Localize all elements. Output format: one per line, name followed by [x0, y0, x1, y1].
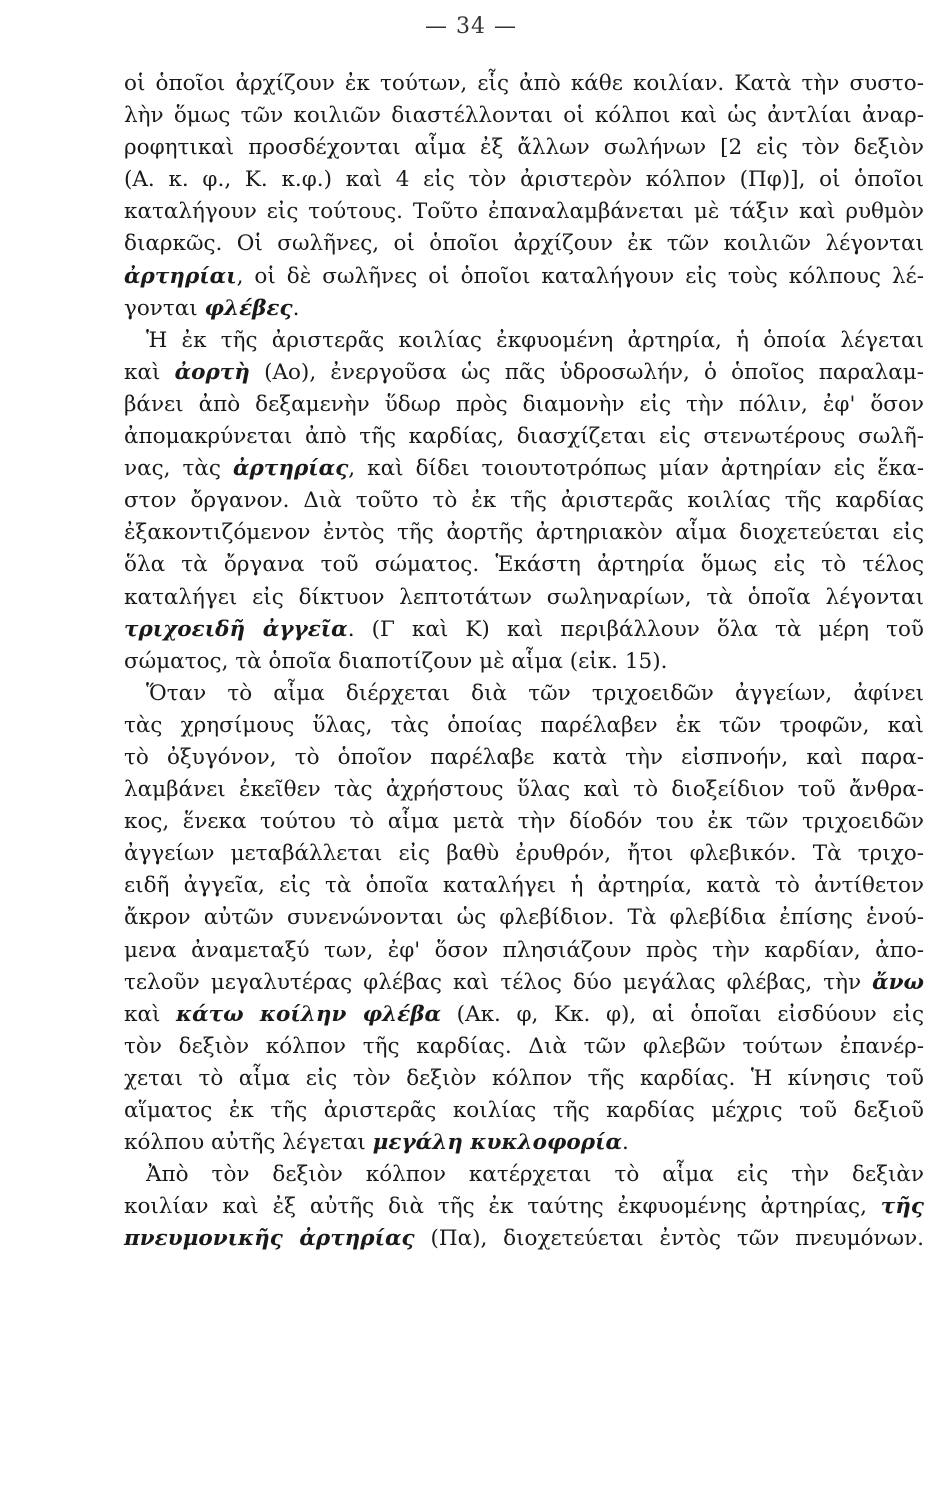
emphasized-term: μεγάλη κυκλοφορία	[372, 1130, 623, 1156]
text-line	[124, 967, 924, 999]
text-segment: καὶ	[124, 359, 175, 385]
text-line	[124, 614, 924, 646]
emphasized-term: τριχοειδῆ ἀγγεῖα	[124, 616, 348, 642]
text-line	[124, 806, 924, 838]
text-line	[124, 164, 924, 196]
text-segment: τὸ ὀξυγόνον, τὸ ὁποῖον παρέλαβε κατὰ τὴν εἰσπνοήν, καὶ παρα-	[124, 744, 924, 770]
text-line	[124, 902, 924, 934]
text-line	[124, 293, 924, 325]
text-line	[124, 870, 924, 902]
text-segment: .	[622, 1130, 629, 1156]
emphasized-term: ἀορτὴ	[174, 359, 250, 385]
text-segment: σώματος, τὰ ὁποῖα διαποτίζουν μὲ αἷμα (εἰκ. 15).	[124, 648, 668, 674]
text-line	[124, 549, 924, 581]
text-segment: χεται τὸ αἷμα εἰς τὸν δεξιὸν κόλπον τῆς καρδίας. Ἡ κίνησις τοῦ	[124, 1065, 924, 1091]
emphasized-term: πνευμονικῆς ἀρτηρίας	[124, 1226, 415, 1252]
text-line	[124, 132, 924, 164]
text-segment: (Α. κ. φ., Κ. κ.φ.) καὶ 4 εἰς τὸν ἀριστερὸν κόλπον (Πφ)], οἱ ὁποῖοι	[124, 167, 924, 193]
text-line	[124, 421, 924, 453]
text-segment: τελοῦν μεγαλυτέρας φλέβας καὶ τέλος δύο μεγάλας φλέβας, τὴν	[124, 969, 873, 995]
text-segment: Ἡ ἐκ τῆς ἀριστερᾶς κοιλίας ἐκφυομένη ἀρτηρία, ἡ ὁποία λέγεται	[146, 327, 924, 353]
text-segment: λὴν ὅμως τῶν κοιλιῶν διαστέλλονται οἱ κόλποι καὶ ὡς ἀντλίαι ἀναρ-	[124, 103, 924, 129]
text-segment: οἱ ὁποῖοι ἀρχίζουν ἐκ τούτων, εἷς ἀπὸ κάθε κοιλίαν. Κατὰ τὴν συστο-	[124, 71, 924, 96]
text-segment: ειδῆ ἀγγεῖα, εἰς τὰ ὁποῖα καταλήγει ἡ ἀρτηρία, κατὰ τὸ ἀντίθετον	[124, 873, 924, 899]
text-line	[124, 742, 924, 774]
text-line	[124, 1223, 924, 1255]
text-segment: καὶ	[124, 1001, 177, 1027]
emphasized-term: ἀρτηρίας	[233, 456, 349, 482]
text-segment: καταλήγει εἰς δίκτυον λεπτοτάτων σωληναρίων, τὰ ὁποῖα λέγονται	[124, 584, 924, 610]
text-line	[124, 838, 924, 870]
text-line	[124, 710, 924, 742]
text-segment: διαρκῶς. Οἱ σωλῆνες, οἱ ὁποῖοι ἀρχίζουν ἐκ τῶν κοιλιῶν λέγονται	[124, 231, 924, 257]
text-segment: . (Γ καὶ Κ) καὶ περιβάλλουν ὅλα τὰ μέρη τοῦ	[347, 616, 925, 642]
text-segment: νας, τὰς	[124, 456, 234, 482]
text-line	[124, 1031, 924, 1063]
text-segment: (Αο), ἐνεργοῦσα ὡς πᾶς ὑδροσωλήν, ὁ ὁποῖος παραλαμ-	[249, 359, 924, 385]
emphasized-term: φλέβες	[204, 295, 293, 321]
text-line	[124, 1127, 924, 1159]
text-segment: αἵματος ἐκ τῆς ἀριστερᾶς κοιλίας τῆς καρδίας μέχρις τοῦ δεξιοῦ	[124, 1098, 924, 1123]
text-segment: κοιλίαν καὶ ἐξ αὐτῆς διὰ τῆς ἐκ ταύτης ἐκφυομένης ἀρτηρίας,	[124, 1194, 881, 1220]
text-line	[124, 228, 924, 260]
text-segment: ἄκρον αὐτῶν συνενώνονται ὡς φλεβίδιον. Τὰ φλεβίδια ἐπίσης ἑνού-	[124, 905, 924, 931]
text-segment: (Ακ. φ, Κκ. φ), αἱ ὁποῖαι εἰσδύουν εἰς	[441, 1001, 924, 1027]
text-line	[124, 935, 924, 967]
text-line	[124, 1159, 924, 1191]
text-segment: κόλπου αὐτῆς λέγεται	[124, 1130, 373, 1156]
text-line	[124, 485, 924, 517]
text-line	[124, 678, 924, 710]
text-segment: ἐξακοντιζόμενον ἐντὸς τῆς ἀορτῆς ἀρτηριακὸν αἷμα διοχετεύεται εἰς	[124, 520, 924, 546]
text-segment: καταλήγουν εἰς τούτους. Τοῦτο ἐπαναλαμβάνεται μὲ τάξιν καὶ ρυθμὸν	[124, 199, 924, 225]
text-line	[124, 1191, 924, 1223]
emphasized-term: κάτω κοίλην φλέβα	[176, 1001, 442, 1027]
text-segment: βάνει ἀπὸ δεξαμενὴν ὕδωρ πρὸς διαμονὴν εἰς τὴν πόλιν, ἐφ' ὅσον	[124, 391, 924, 417]
text-line	[124, 582, 924, 614]
text-segment: .	[292, 295, 300, 321]
text-segment: στον ὄργανον. Διὰ τοῦτο τὸ ἐκ τῆς ἀριστερᾶς κοιλίας τῆς καρδίας	[124, 488, 924, 514]
text-segment: Ὅταν τὸ αἷμα διέρχεται διὰ τῶν τριχοειδῶν ἀγγείων, ἀφίνει	[146, 680, 924, 706]
text-line	[124, 261, 924, 293]
text-segment: ὅλα τὰ ὄργανα τοῦ σώματος. Ἑκάστη ἀρτηρία ὅμως εἰς τὸ τέλος	[124, 552, 924, 578]
text-line	[124, 1095, 924, 1127]
page-number: — 34 —	[425, 14, 517, 39]
text-segment: τὰς χρησίμους ὕλας, τὰς ὁποίας παρέλαβεν ἐκ τῶν τροφῶν, καὶ	[124, 712, 924, 738]
text-line	[124, 100, 924, 132]
text-segment: (Πα), διοχετεύεται ἐντὸς τῶν πνευμόνων.	[414, 1226, 924, 1252]
text-segment: , οἱ δὲ σωλῆνες οἱ ὁποῖοι καταλήγουν εἰς τοὺς κόλπους λέ-	[236, 263, 924, 289]
emphasized-term: ἀρτηρίαι	[124, 263, 237, 289]
text-segment: , καὶ δίδει τοιουτοτρόπως μίαν ἀρτηρίαν εἰς ἕκα-	[348, 456, 924, 482]
text-line	[124, 196, 924, 228]
text-segment: κος, ἕνεκα τούτου τὸ αἷμα μετὰ τὴν δίοδόν του ἐκ τῶν τριχοειδῶν	[124, 809, 924, 835]
text-line	[124, 68, 924, 100]
text-segment: λαμβάνει ἐκεῖθεν τὰς ἀχρήστους ὕλας καὶ τὸ διοξείδιον τοῦ ἄνθρα-	[124, 777, 924, 803]
text-line	[124, 325, 924, 357]
text-line	[124, 646, 924, 678]
text-line	[124, 774, 924, 806]
text-line	[124, 999, 924, 1031]
emphasized-term: τῆς	[880, 1194, 924, 1220]
text-segment: Ἀπὸ τὸν δεξιὸν κόλπον κατέρχεται τὸ αἷμα εἰς τὴν δεξιὰν	[146, 1162, 924, 1188]
text-line	[124, 1063, 924, 1095]
text-line	[124, 389, 924, 421]
text-line	[124, 357, 924, 389]
text-segment: ἀγγείων μεταβάλλεται εἰς βαθὺ ἐρυθρόν, ἤτοι φλεβικόν. Τὰ τριχο-	[124, 841, 924, 867]
body-text	[124, 68, 924, 1255]
text-segment: ροφητικαὶ προσδέχονται αἷμα ἐξ ἄλλων σωλήνων [2 εἰς τὸν δεξιὸν	[124, 135, 924, 161]
text-segment: γονται	[124, 295, 205, 321]
text-segment: μενα ἀναμεταξύ των, ἐφ' ὅσον πλησιάζουν πρὸς τὴν καρδίαν, ἀπο-	[124, 937, 924, 963]
text-segment: τὸν δεξιὸν κόλπον τῆς καρδίας. Διὰ τῶν φλεβῶν τούτων ἐπανέρ-	[124, 1033, 924, 1059]
text-segment: ἀπομακρύνεται ἀπὸ τῆς καρδίας, διασχίζεται εἰς στενωτέρους σωλῆ-	[124, 424, 924, 450]
text-line	[124, 453, 924, 485]
emphasized-term: ἄνω	[872, 969, 924, 995]
text-line	[124, 517, 924, 549]
